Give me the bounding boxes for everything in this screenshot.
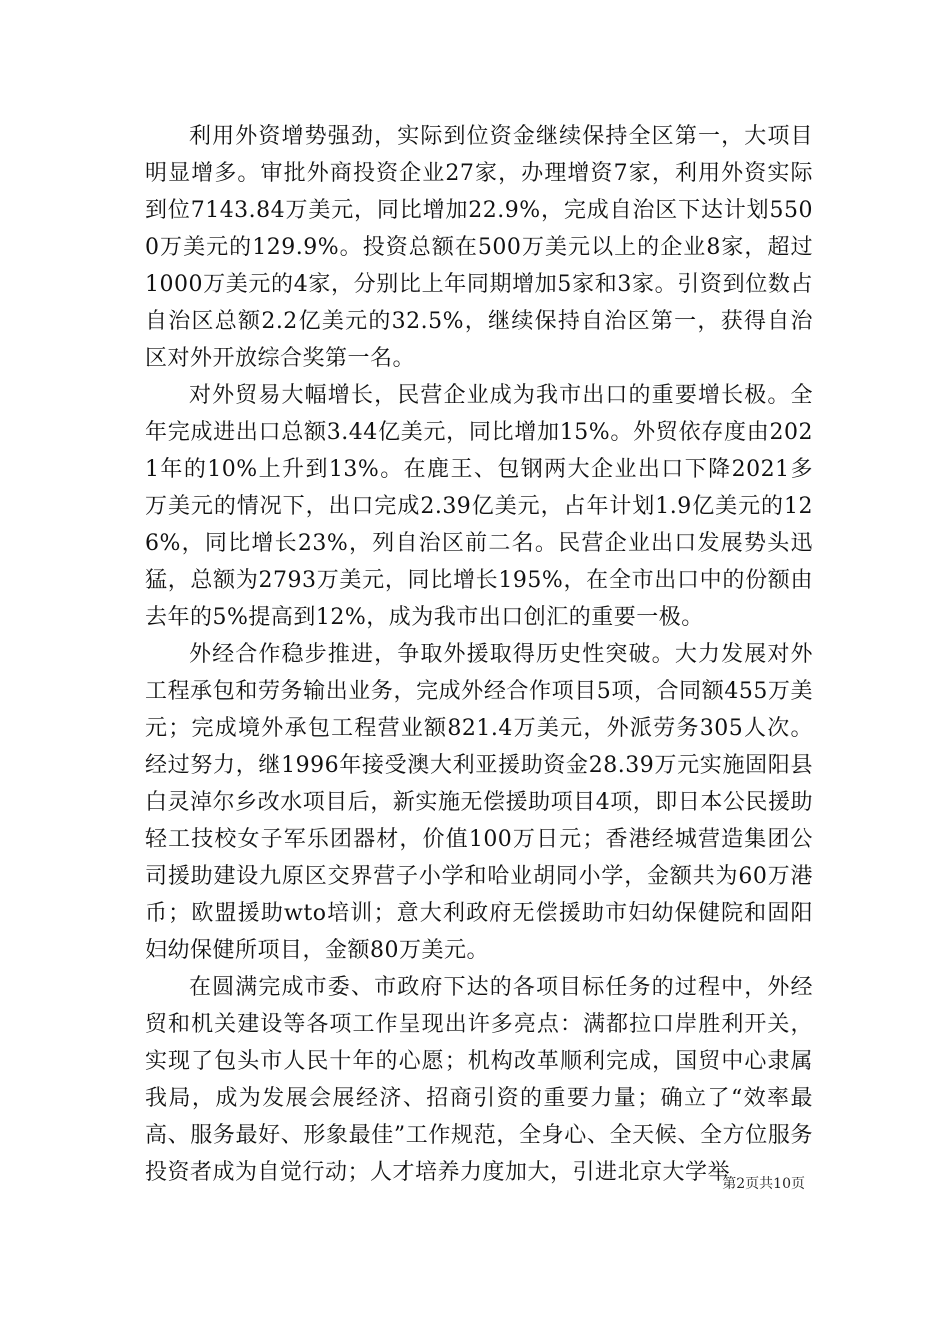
page-number-footer: 第2页共10页 [722,1176,805,1192]
paragraph-highlights: 在圆满完成市委、市政府下达的各项目标任务的过程中，外经贸和机关建设等各项工作呈现出许多亮点：满都拉口岸胜利开关，实现了包头市人民十年的心愿；机构改革顺利完成，国贸中心隶属我局，成为发展会展经济、招商引资的重要力量；确立了“效率最高、服务最好、形象最佳”工作规范，全身心、全天候、全方位服务投资者成为自觉行动；人才培养力度加大，引进北京大学举 [145,975,813,1185]
paragraph-economic-cooperation: 外经合作稳步推进，争取外援取得历史性突破。大力发展对外工程承包和劳务输出业务，完成外经合作项目5项，合同额455万美元；完成境外承包工程营业额821.4万美元，外派劳务305人次。经过努力，继1996年接受澳大利亚援助资金28.39万元实施固阳县白灵淖尔乡改水项目后，新实施无偿援助项目4项，即日本公民援助轻工技校女子军乐团器材，价值100万日元；香港经城营造集团公司援助建设九原区交界营子小学和哈业胡同小学，金额共为60万港币；欧盟援助wto培训；意大利政府无偿援助市妇幼保健院和固阳妇幼保健所项目，金额80万美元。 [145,642,813,963]
body-text [145,118,813,1191]
paragraph-foreign-investment: 利用外资增势强劲，实际到位资金继续保持全区第一，大项目明显增多。审批外商投资企业27家，办理增资7家，利用外资实际到位7143.84万美元，同比增加22.9%，完成自治区下达计划5500万美元的129.9%。投资总额在500万美元以上的企业8家，超过1000万美元的4家，分别比上年同期增加5家和3家。引资到位数占自治区总额2.2亿美元的32.5%，继续保持自治区第一，获得自治区对外开放综合奖第一名。 [145,124,813,371]
paragraph-foreign-trade: 对外贸易大幅增长，民营企业成为我市出口的重要增长极。全年完成进出口总额3.44亿美元，同比增加15%。外贸依存度由2021年的10%上升到13%。在鹿王、包钢两大企业出口下降2021多万美元的情况下，出口完成2.39亿美元，占年计划1.9亿美元的126%，同比增长23%，列自治区前二名。民营企业出口发展势头迅猛，总额为2793万美元，同比增长195%，在全市出口中的份额由去年的5%提高到12%，成为我市出口创汇的重要一极。 [145,383,813,630]
